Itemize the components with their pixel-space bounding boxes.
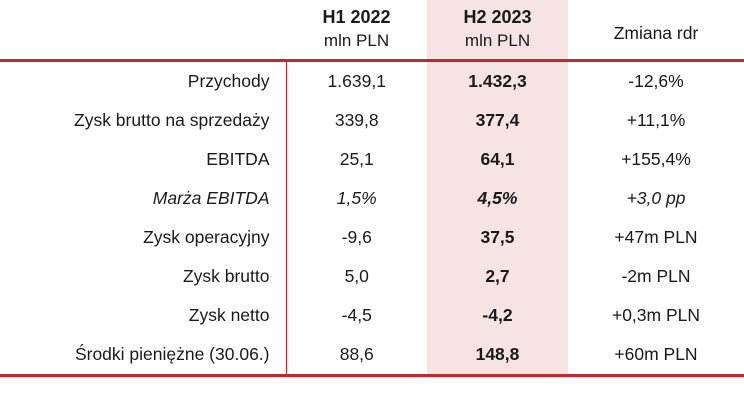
header-change-title: Zmiana rdr — [613, 23, 699, 44]
cell-h1-2022: -9,6 — [341, 227, 372, 248]
row-label: Marża EBITDA — [0, 179, 286, 218]
row-label: Zysk brutto — [0, 257, 286, 296]
header-cell-h1-2022 — [286, 0, 427, 59]
cell-h2-2023: 4,5% — [427, 179, 568, 218]
cell-h2-2023: 2,7 — [427, 257, 568, 296]
row-label: Zysk netto — [0, 296, 286, 335]
cell-h1-2022: 1,5% — [336, 188, 377, 209]
cell-h1-2022: 25,1 — [339, 149, 374, 170]
header-h2-subtitle: mln PLN — [464, 30, 531, 50]
table-header — [0, 0, 744, 62]
cell-h1-2022: 339,8 — [334, 110, 379, 131]
red-rule-bottom — [0, 374, 744, 377]
table-row — [0, 101, 744, 140]
header-cell-h2-2023 — [427, 0, 568, 59]
cell-h2-2023: 1.432,3 — [427, 62, 568, 101]
table-row — [0, 296, 744, 335]
header-cell-label — [0, 0, 286, 59]
cell-h2-2023: 64,1 — [427, 140, 568, 179]
cell-h2-2023: 148,8 — [427, 335, 568, 374]
table-row — [0, 335, 744, 374]
cell-h1-2022: 88,6 — [339, 344, 374, 365]
table-row — [0, 62, 744, 101]
header-h2-title: H2 2023 — [463, 7, 532, 27]
cell-h2-2023: 377,4 — [427, 101, 568, 140]
row-label: EBITDA — [0, 140, 286, 179]
table-row — [0, 257, 744, 296]
cell-h2-2023: 37,5 — [427, 218, 568, 257]
cell-change: -12,6% — [628, 71, 684, 92]
cell-change: +155,4% — [621, 149, 691, 170]
cell-h2-2023: -4,2 — [427, 296, 568, 335]
row-label: Przychody — [0, 62, 286, 101]
cell-h1-2022: 1.639,1 — [327, 71, 386, 92]
header-cell-change — [568, 0, 744, 59]
cell-change: +47m PLN — [614, 227, 698, 248]
cell-change: +0,3m PLN — [611, 305, 701, 326]
cell-change: +60m PLN — [614, 344, 698, 365]
cell-h1-2022: 5,0 — [344, 266, 369, 287]
header-row — [0, 0, 744, 59]
cell-change: +11,1% — [626, 110, 686, 131]
table-row — [0, 218, 744, 257]
cell-h1-2022: -4,5 — [341, 305, 372, 326]
row-label: Zysk brutto na sprzedaży — [0, 101, 286, 140]
table-row — [0, 140, 744, 179]
row-label: Zysk operacyjny — [0, 218, 286, 257]
cell-change: +3,0 pp — [626, 188, 686, 209]
row-label: Środki pieniężne (30.06.) — [0, 335, 286, 374]
header-h1-title: H1 2022 — [322, 7, 391, 27]
table-row — [0, 179, 744, 218]
cell-change: -2m PLN — [621, 266, 691, 287]
header-h1-subtitle: mln PLN — [323, 30, 390, 50]
table-body — [0, 62, 744, 374]
